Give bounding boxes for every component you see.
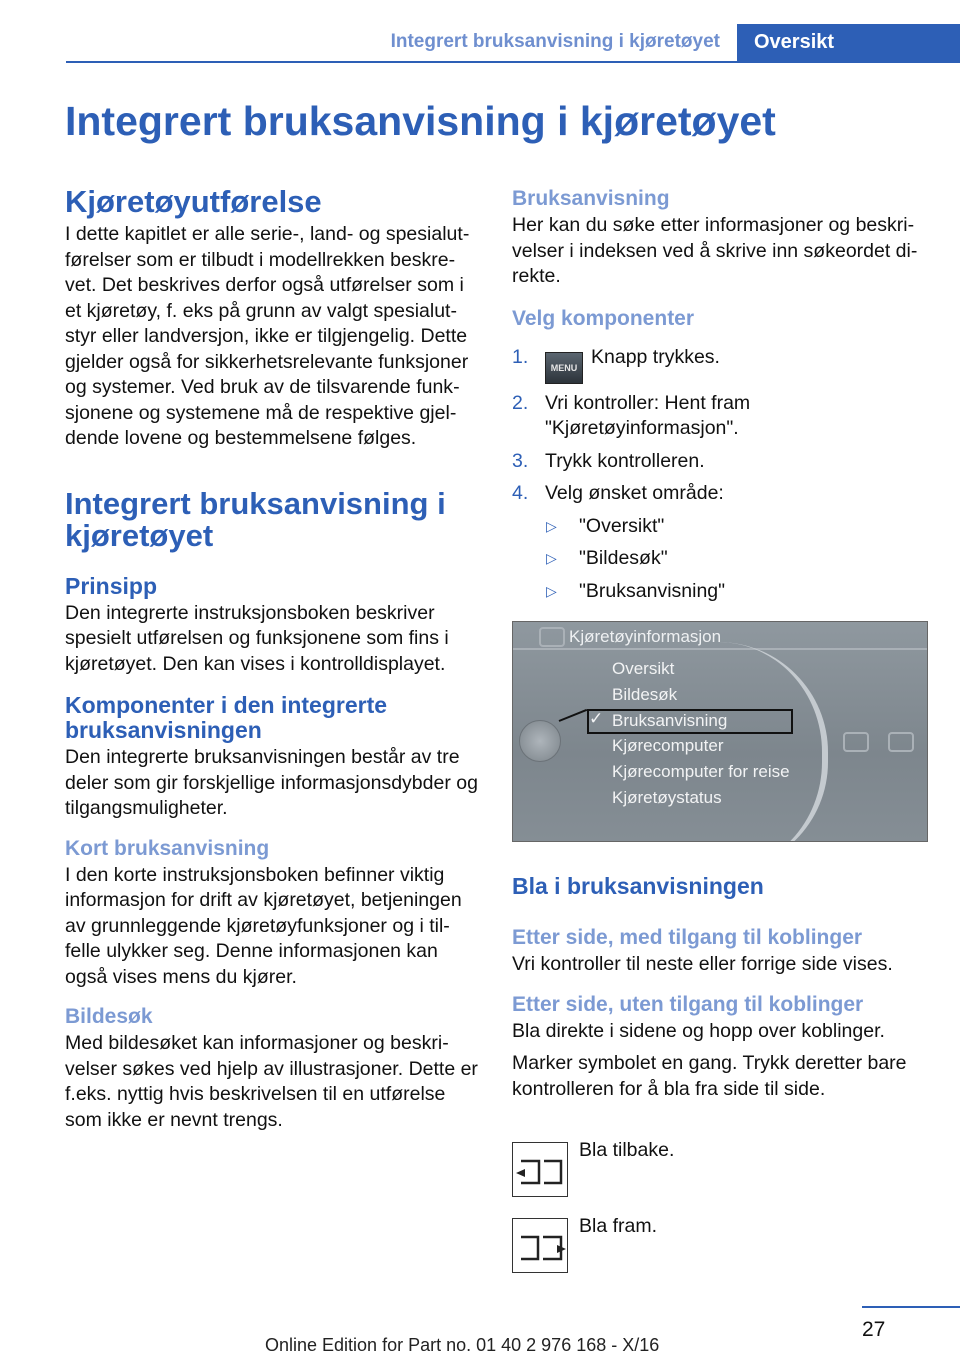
page-back-icon[interactable] <box>512 1142 568 1197</box>
car-info-icon <box>539 627 565 647</box>
controller-arc <box>718 642 828 842</box>
sub-item-bildesok: ▷ "Bildesøk" <box>546 546 930 572</box>
screen-item-kjoretoystatus[interactable]: Kjøretøystatus <box>612 788 722 807</box>
step-1: 1. MENU Knapp trykkes. <box>512 345 930 384</box>
step-4: 4. Velg ønsket område: <box>512 482 724 504</box>
heading-kort-bruksanvisning: Kort bruksanvisning <box>65 836 270 860</box>
screen-item-bildesok[interactable]: Bildesøk <box>612 685 678 704</box>
page-forward-icon[interactable] <box>512 1218 568 1273</box>
footer-edition: Online Edition for Part no. 01 40 2 976 168 - X/16 <box>265 1335 660 1355</box>
screen-item-oversikt[interactable]: Oversikt <box>612 659 675 678</box>
triangle-bullet-icon: ▷ <box>546 517 557 534</box>
para-uten-koblinger-1: Bla direkte i sidene og hopp over koblinger. <box>512 1019 885 1042</box>
check-icon: ✓ <box>589 709 604 728</box>
para-komponenter: Den integrerte bruksanvisningen består av tre deler som gir forskjellige informasjonsdybder og tilgangsmuligheter. <box>65 746 478 819</box>
selection-pointer-line <box>559 709 588 722</box>
screen-title: Kjøretøyinformasjon <box>569 627 722 646</box>
label-bla-fram: Bla fram. <box>579 1215 658 1237</box>
heading-integrert: Integrert bruksanvisning i kjøretøyet <box>65 485 446 553</box>
heading-velg-komponenter: Velg komponenter <box>512 306 695 330</box>
para-bruksanvisning: Her kan du søke etter informasjoner og beskrivelser i indeksen ved å skrive inn søkeordet direkte. <box>512 214 918 287</box>
heading-uten-koblinger: Etter side, uten tilgang til koblinger <box>512 992 864 1016</box>
triangle-bullet-icon: ▷ <box>546 582 557 599</box>
heading-med-koblinger: Etter side, med tilgang til koblinger <box>512 926 863 949</box>
sub-item-oversikt: ▷ "Oversikt" <box>546 514 930 540</box>
para-uten-koblinger-2: Marker symbolet en gang. Trykk deretter bare kontrolleren for å bla fra side til side. <box>512 1052 907 1100</box>
control-display-screenshot <box>512 621 928 842</box>
steps-list <box>512 345 930 605</box>
display-icon <box>888 732 914 752</box>
para-bildesok: Med bildesøket kan informasjoner og beskrivelser søkes ved hjelp av illustrasjoner. Dette er f.eks. nyttig hvis beskrivelsen til en utførelse som ikke er nevnt trengs. <box>65 1032 478 1131</box>
para-kjoretoyutforelse: I dette kapitlet er alle serie-, land- og spesialutførelser som er tilbudt i modellrekken beskrevet. Det beskrives derfor også utførelser som i et kjøretøy, f. eks på grunn av valgt spesialutstyr eller landversjon, ikke er tilgjengelig. Dette gjelder også for sikkerhetsrelevante funksjoner og systemer. Ved bruk av de tilsvarende funksjonene og systemene må de respektive gjeldende lovene og bestemmelsene følges. <box>65 223 470 449</box>
label-bla-tilbake: Bla tilbake. <box>579 1139 675 1161</box>
page-title: Integrert bruksanvisning i kjøretøyet <box>65 98 776 144</box>
header-section-title: Integrert bruksanvisning i kjøretøyet <box>390 31 720 52</box>
header-rule <box>66 61 960 63</box>
heading-kjoretoyutforelse: Kjøretøyutførelse <box>65 184 322 219</box>
para-prinsipp: Den integrerte instruksjonsboken beskriver spesielt utførelsen og funksjonene som fins i kjøretøyet. Den kan vises i kontrolldisplayet. <box>65 601 449 675</box>
step-2: 2. Vri kontroller: Hent fram "Kjøretøyinformasjon". <box>512 391 751 439</box>
heading-prinsipp: Prinsipp <box>65 572 158 599</box>
triangle-bullet-icon: ▷ <box>546 550 557 566</box>
heading-bruksanvisning: Bruksanvisning <box>512 187 670 210</box>
page-number: 27 <box>862 1318 886 1341</box>
screen-item-kjorecomputer-reise[interactable]: Kjørecomputer for reise <box>612 762 790 781</box>
controller-knob-icon <box>519 720 561 762</box>
header-tab-oversikt[interactable]: Oversikt <box>737 24 960 62</box>
para-med-koblinger: Vri kontroller til neste eller forrige side vises. <box>512 953 893 975</box>
left-column <box>65 180 479 1133</box>
menu-button-icon: MENU <box>545 352 583 384</box>
heading-bildesok: Bildesøk <box>65 1005 153 1028</box>
screen-item-bruksanvisning[interactable]: Bruksanvisning <box>612 711 728 730</box>
footer-rule <box>862 1306 960 1308</box>
para-kort-bruksanvisning: I den korte instruksjonsboken befinner viktig informasjon for drift av kjøretøyet, betjeningen av grunnleggende kjøretøyfunksjoner og i tilfelle ulykker seg. Denne informasjonen kan også vises mens du kjører. <box>65 863 462 988</box>
settings-icon <box>843 732 869 752</box>
sub-item-bruksanvisning: ▷ "Bruksanvisning" <box>546 579 930 605</box>
heading-bla: Bla i bruksanvisningen <box>512 873 764 899</box>
right-column <box>512 180 930 1102</box>
step-3: 3. Trykk kontrolleren. <box>512 449 705 472</box>
heading-komponenter: Komponenter i den integrerte bruksanvisningen <box>65 692 388 743</box>
screen-item-kjorecomputer[interactable]: Kjørecomputer <box>612 736 724 755</box>
